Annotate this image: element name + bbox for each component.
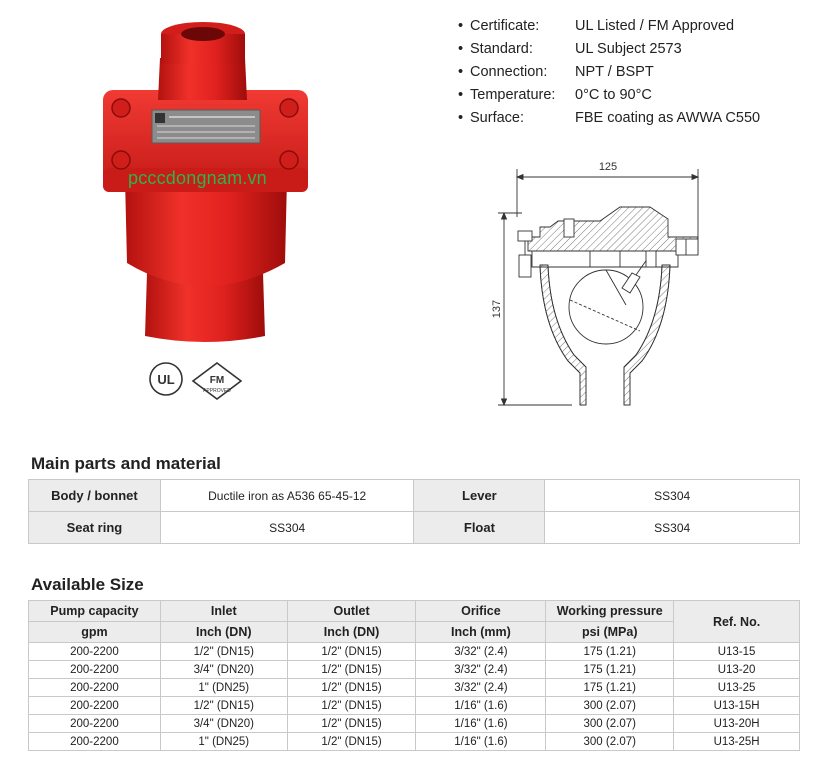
spec-item	[458, 18, 818, 41]
ref-cell: U13-20H	[674, 715, 800, 733]
capacity-cell: 200-2200	[29, 643, 161, 661]
spec-value: UL Listed / FM Approved	[575, 18, 735, 34]
spec-label: Surface:	[470, 110, 524, 126]
outlet-cell: 1/2" (DN15)	[287, 643, 416, 661]
inlet-cell: 1/2" (DN15)	[160, 697, 287, 715]
column-unit: psi (MPa)	[546, 622, 674, 643]
table-row	[29, 715, 800, 733]
bullet-icon: •	[458, 41, 464, 57]
pressure-cell: 175 (1.21)	[546, 661, 674, 679]
capacity-cell: 200-2200	[29, 733, 161, 751]
orifice-cell: 3/32" (2.4)	[416, 679, 546, 697]
outlet-cell: 1/2" (DN15)	[287, 733, 416, 751]
ul-listed-logo	[148, 361, 184, 397]
column-header: Ref. No.	[674, 601, 800, 643]
spec-value: 0°C to 90°C	[575, 87, 652, 103]
spec-label: Standard:	[470, 41, 533, 57]
column-unit: Inch (mm)	[416, 622, 546, 643]
spec-item	[458, 64, 818, 87]
pressure-cell: 300 (2.07)	[546, 733, 674, 751]
column-unit: Inch (DN)	[160, 622, 287, 643]
part-name-cell: Body / bonnet	[29, 480, 161, 512]
column-header: Orifice	[416, 601, 546, 622]
inlet-cell: 3/4" (DN20)	[160, 715, 287, 733]
capacity-cell: 200-2200	[29, 679, 161, 697]
part-name-cell: Seat ring	[29, 512, 161, 544]
table-row	[29, 697, 800, 715]
spec-value: UL Subject 2573	[575, 41, 682, 57]
ref-cell: U13-20	[674, 661, 800, 679]
outlet-cell: 1/2" (DN15)	[287, 679, 416, 697]
website-watermark: pcccdongnam.vn	[128, 168, 267, 188]
spec-item	[458, 110, 818, 133]
material-cell: SS304	[160, 512, 414, 544]
pressure-cell: 300 (2.07)	[546, 697, 674, 715]
orifice-cell: 1/16" (1.6)	[416, 697, 546, 715]
pressure-cell: 300 (2.07)	[546, 715, 674, 733]
bullet-icon: •	[458, 87, 464, 103]
inlet-cell: 1/2" (DN15)	[160, 643, 287, 661]
pressure-cell: 175 (1.21)	[546, 679, 674, 697]
table-row	[29, 512, 800, 544]
table-header-row	[29, 601, 800, 622]
table-row	[29, 733, 800, 751]
fm-approved-logo	[191, 361, 243, 401]
column-header: Inlet	[160, 601, 287, 622]
bullet-icon: •	[458, 18, 464, 34]
table-row	[29, 679, 800, 697]
inlet-cell: 3/4" (DN20)	[160, 661, 287, 679]
spec-value: FBE coating as AWWA C550	[575, 110, 761, 126]
table-row	[29, 643, 800, 661]
capacity-cell: 200-2200	[29, 697, 161, 715]
orifice-cell: 1/16" (1.6)	[416, 733, 546, 751]
spec-label: Connection:	[470, 64, 548, 80]
column-header: Outlet	[287, 601, 416, 622]
column-unit: Inch (DN)	[287, 622, 416, 643]
spec-item	[458, 87, 818, 110]
capacity-cell: 200-2200	[29, 715, 161, 733]
bullet-icon: •	[458, 64, 464, 80]
svg-text:APPROVED: APPROVED	[203, 388, 231, 394]
spec-list	[458, 18, 818, 133]
svg-text:FM: FM	[209, 375, 225, 386]
ref-cell: U13-25	[674, 679, 800, 697]
part-name-cell: Float	[414, 512, 545, 544]
column-header: Working pressure	[546, 601, 674, 622]
parts-material-table	[28, 479, 800, 544]
table-row	[29, 661, 800, 679]
available-size-table	[28, 600, 800, 751]
outlet-cell: 1/2" (DN15)	[287, 715, 416, 733]
material-cell: SS304	[545, 480, 800, 512]
ref-cell: U13-15H	[674, 697, 800, 715]
pressure-cell: 175 (1.21)	[546, 643, 674, 661]
column-unit: gpm	[29, 622, 161, 643]
capacity-cell: 200-2200	[29, 661, 161, 679]
spec-label: Temperature:	[470, 87, 556, 103]
orifice-cell: 1/16" (1.6)	[416, 715, 546, 733]
height-dimension-label: 137	[491, 299, 503, 319]
width-dimension-label: 125	[598, 161, 618, 173]
orifice-cell: 3/32" (2.4)	[416, 643, 546, 661]
inlet-cell: 1" (DN25)	[160, 679, 287, 697]
part-name-cell: Lever	[414, 480, 545, 512]
material-cell: Ductile iron as A536 65-45-12	[160, 480, 414, 512]
outlet-cell: 1/2" (DN15)	[287, 697, 416, 715]
parts-section-title: Main parts and material	[31, 454, 221, 473]
column-header: Pump capacity	[29, 601, 161, 622]
spec-label: Certificate:	[470, 18, 540, 34]
spec-item	[458, 41, 818, 64]
cross-section-drawing	[490, 155, 715, 425]
bullet-icon: •	[458, 110, 464, 126]
size-section-title: Available Size	[31, 575, 144, 594]
material-cell: SS304	[545, 512, 800, 544]
inlet-cell: 1" (DN25)	[160, 733, 287, 751]
svg-text:UL: UL	[157, 372, 175, 387]
table-row	[29, 480, 800, 512]
ref-cell: U13-15	[674, 643, 800, 661]
ref-cell: U13-25H	[674, 733, 800, 751]
outlet-cell: 1/2" (DN15)	[287, 661, 416, 679]
spec-value: NPT / BSPT	[575, 64, 654, 80]
orifice-cell: 3/32" (2.4)	[416, 661, 546, 679]
